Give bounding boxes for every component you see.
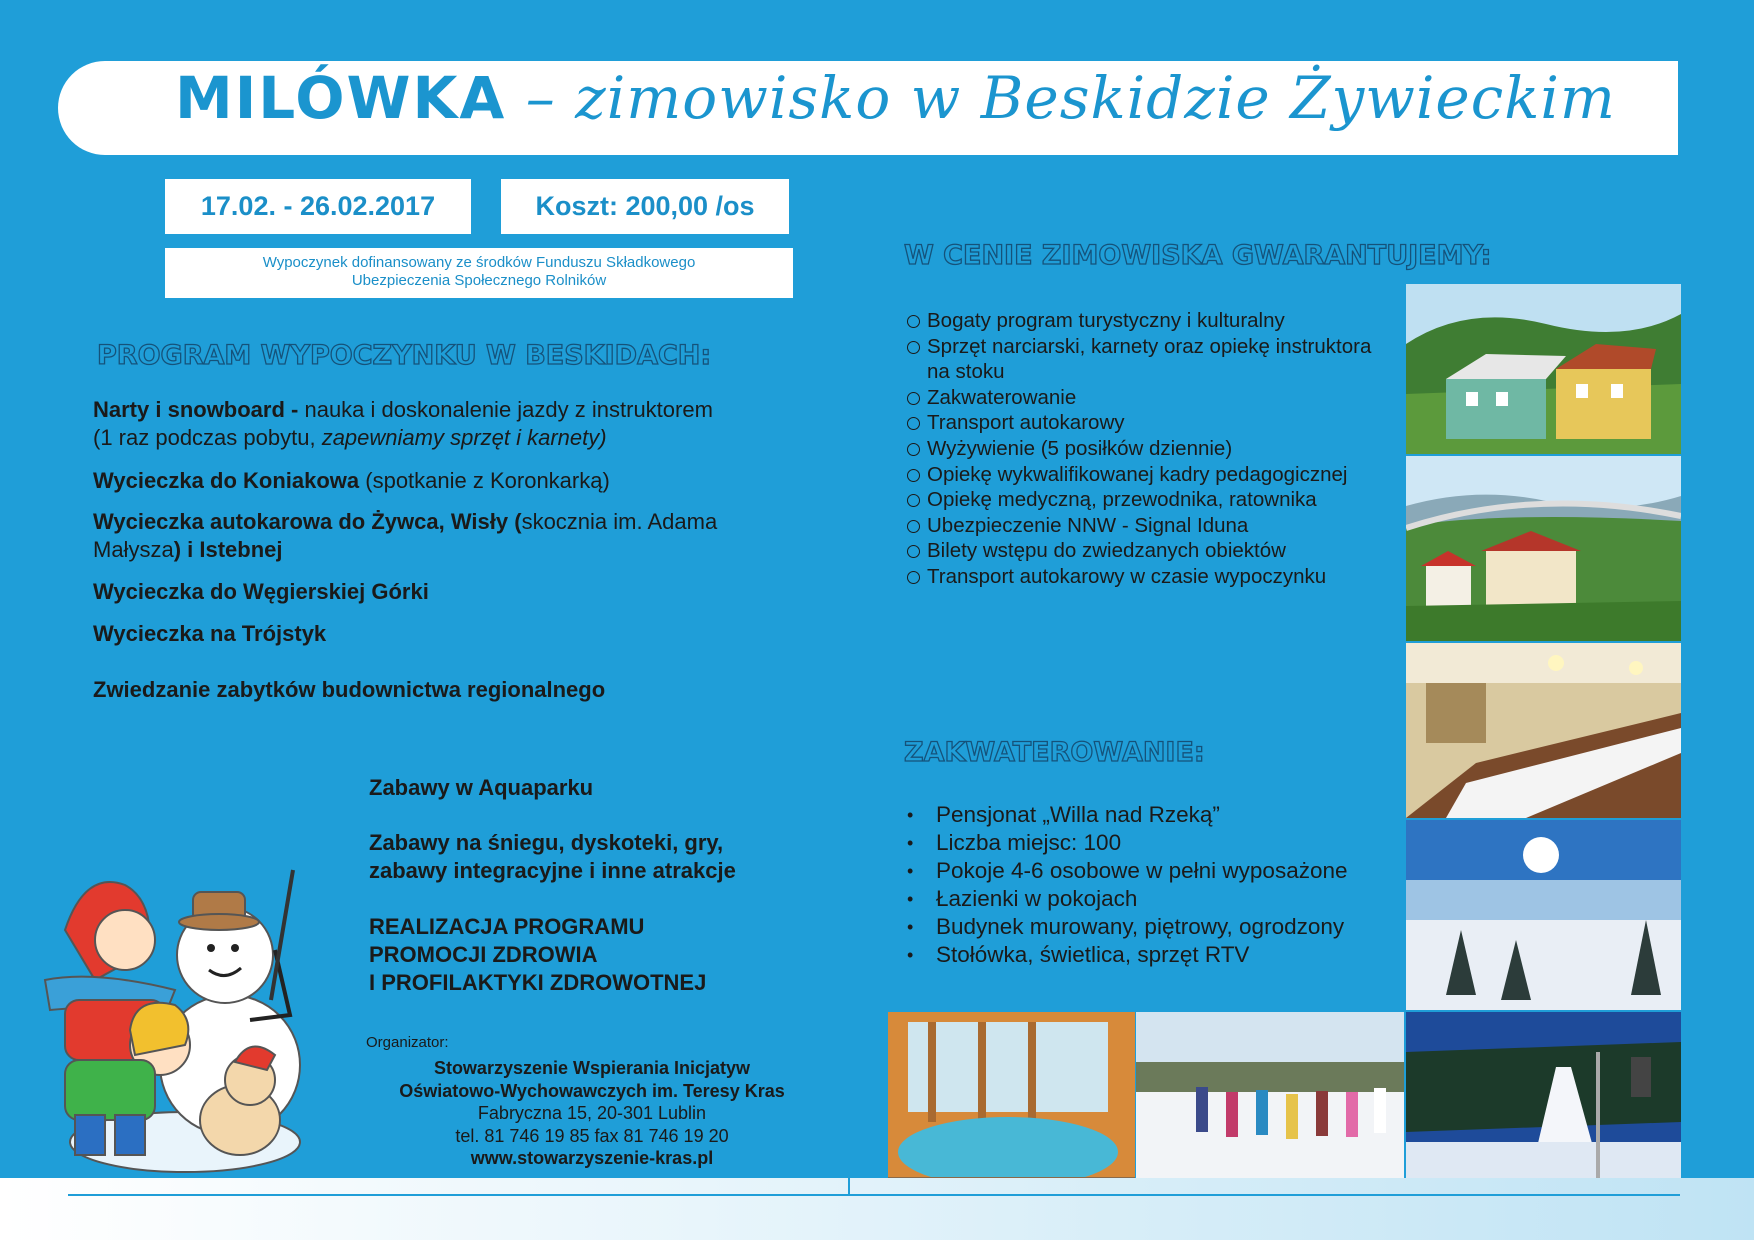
list-item: Opiekę wykwalifikowanej kadry pedagogicznej: [905, 462, 1385, 488]
extra-health-line-1: REALIZACJA PROGRAMU: [369, 914, 645, 939]
organizer-phone: tel. 81 746 19 85 fax 81 746 19 20: [455, 1125, 729, 1146]
list-item: • Pensjonat „Willa nad Rzeką”: [905, 801, 1415, 829]
zywiec-bold2: ) i Istebnej: [173, 537, 283, 562]
photo-dining-room: [1406, 643, 1681, 818]
extra-aquapark: Zabawy w Aquaparku: [369, 775, 594, 800]
funding-note: [165, 248, 793, 298]
photo-ski-group: [1136, 1012, 1404, 1196]
organizer-block: [362, 1057, 822, 1170]
program-item-wegierska: [93, 578, 833, 606]
program-item-zabytki: [93, 676, 833, 704]
program-item-ski: [93, 396, 833, 452]
list-item: • Pokoje 4-6 osobowe w pełni wyposażone: [905, 857, 1415, 885]
list-item: Opiekę medyczną, przewodnika, ratownika: [905, 487, 1385, 513]
ski-line2: (1 raz podczas pobytu,: [93, 425, 322, 450]
list-item: Sprzęt narciarski, karnety oraz opiekę instruktora na stoku: [905, 334, 1385, 385]
organizer-website: www.stowarzyszenie-kras.pl: [470, 1148, 714, 1168]
title-rest: – zimowisko w Beskidzie Żywieckim: [506, 64, 1616, 132]
list-item: Wyżywienie (5 posiłków dziennie): [905, 436, 1385, 462]
snowman-kids-illustration: [35, 830, 325, 1175]
organizer-name-2: Oświatowo-Wychowawczych im. Teresy Kras: [399, 1080, 785, 1101]
list-item: • Liczba miejsc: 100: [905, 829, 1415, 857]
accommodation-list: [905, 801, 1415, 969]
bottom-band: [0, 1178, 1754, 1240]
organizer-label: Organizator:: [366, 1034, 449, 1051]
cost-badge: [501, 179, 789, 234]
zywiec-bold: Wycieczka autokarowa do Żywca, Wisły (: [93, 509, 522, 534]
page-title: [175, 64, 1616, 132]
organizer-address: Fabryczna 15, 20-301 Lublin: [477, 1103, 707, 1123]
guarantee-list: [905, 308, 1385, 590]
ski-text: nauka i doskonalenie jazdy z instruktorem: [298, 397, 713, 422]
list-item: • Stołówka, świetlica, sprzęt RTV: [905, 941, 1415, 969]
bottom-divider: [68, 1194, 1680, 1196]
list-item: Zakwaterowanie: [905, 385, 1385, 411]
photo-winter-forest: [1406, 820, 1681, 1010]
funding-line-1: Wypoczynek dofinansowany ze środków Funduszu Składkowego: [262, 254, 696, 271]
wegierska-text: Wycieczka do Węgierskiej Górki: [93, 579, 429, 604]
cost-text: Koszt: 200,00 /os: [535, 191, 755, 221]
list-item: Transport autokarowy w czasie wypoczynku: [905, 564, 1385, 590]
extra-snow-line-1: Zabawy na śniegu, dyskoteki, gry,: [369, 830, 724, 855]
extra-health-line-3: I PROFILAKTYKI ZDROWOTNEJ: [369, 970, 707, 995]
zywiec-line2: Małysza: [93, 537, 174, 562]
photo-guesthouse: [1406, 284, 1681, 454]
program-heading: PROGRAM WYPOCZYNKU W BESKIDACH:: [97, 340, 712, 371]
bottom-divider-tick: [848, 1176, 850, 1196]
guarantee-heading: W CENIE ZIMOWISKA GWARANTUJEMY:: [904, 240, 1492, 271]
extra-health-line-2: PROMOCJI ZDROWIA: [369, 942, 598, 967]
photo-ski-jump: [1406, 1012, 1681, 1194]
title-main: MILÓWKA: [175, 64, 507, 132]
organizer-name-1: Stowarzyszenie Wspierania Inicjatyw: [433, 1058, 751, 1078]
trojstyk-text: Wycieczka na Trójstyk: [93, 621, 327, 646]
zywiec-text: skocznia im. Adama: [521, 509, 718, 534]
date-text: 17.02. - 26.02.2017: [200, 191, 436, 221]
program-item-trojstyk: [93, 620, 833, 648]
photo-valley: [1406, 456, 1681, 641]
koniakow-text: (spotkanie z Koronkarką): [359, 468, 610, 493]
funding-line-2: Ubezpieczenia Społecznego Rolników: [351, 272, 607, 289]
date-badge: [165, 179, 471, 234]
list-item: • Budynek murowany, piętrowy, ogrodzony: [905, 913, 1415, 941]
extra-snow-line-2: zabawy integracyjne i inne atrakcje: [369, 858, 736, 883]
zabytki-text: Zwiedzanie zabytków budownictwa regionalnego: [93, 677, 606, 702]
list-item: Bogaty program turystyczny i kulturalny: [905, 308, 1385, 334]
ski-bold: Narty i snowboard -: [93, 397, 299, 422]
photo-aquapark: [888, 1012, 1135, 1196]
accommodation-heading: ZAKWATEROWANIE:: [904, 737, 1205, 768]
koniakow-bold: Wycieczka do Koniakowa: [93, 468, 360, 493]
extra-snow: [369, 829, 809, 885]
program-item-zywiec: [93, 508, 833, 564]
list-item: Transport autokarowy: [905, 410, 1385, 436]
program-item-koniakow: [93, 467, 833, 495]
extra-health: [369, 913, 809, 997]
list-item: Ubezpieczenie NNW - Signal Iduna: [905, 513, 1385, 539]
list-item: Bilety wstępu do zwiedzanych obiektów: [905, 538, 1385, 564]
ski-italic: zapewniamy sprzęt i karnety): [321, 425, 607, 450]
list-item: • Łazienki w pokojach: [905, 885, 1415, 913]
